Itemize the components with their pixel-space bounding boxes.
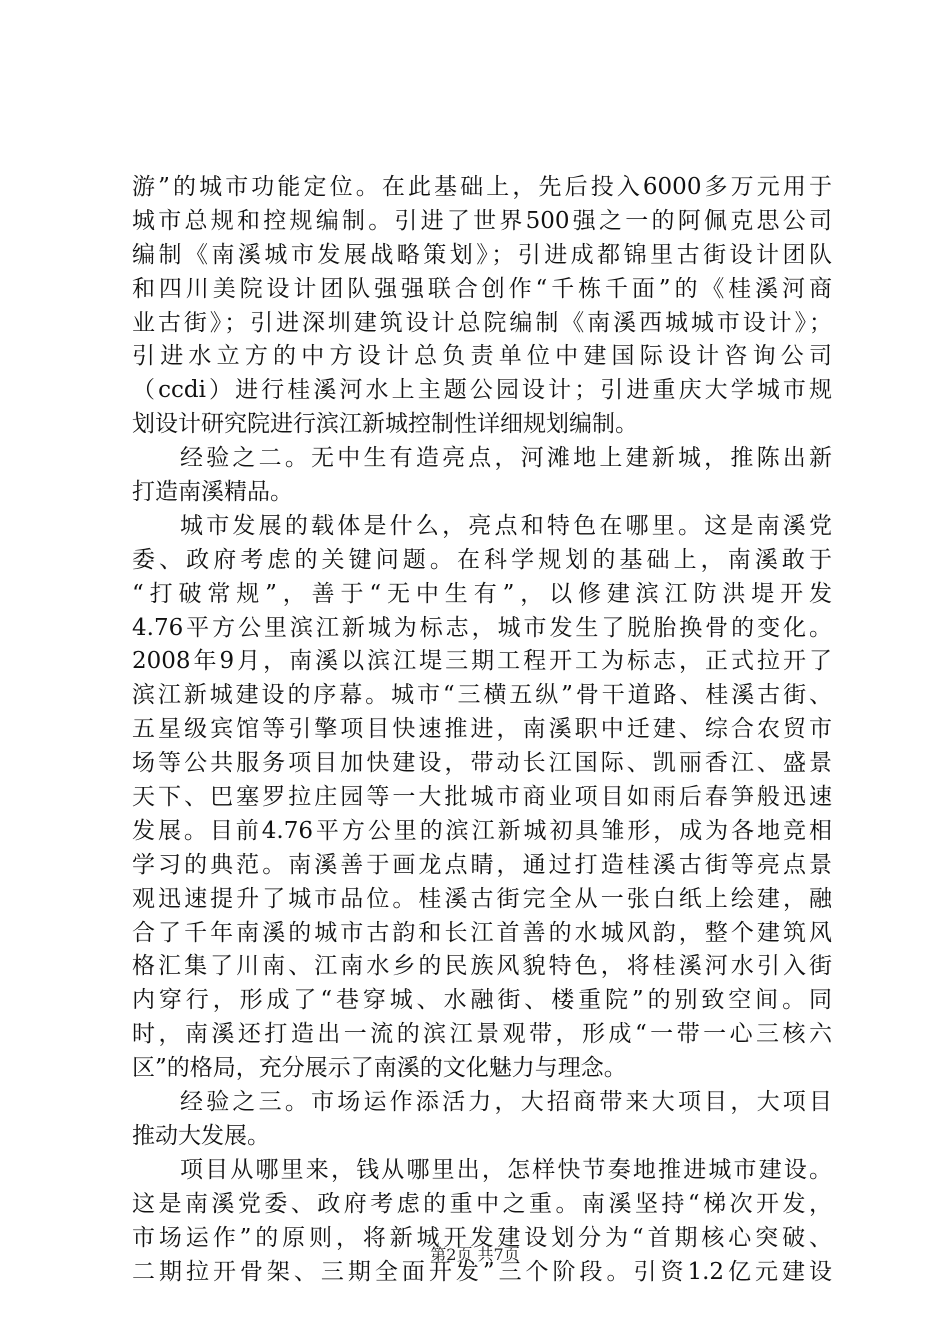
text-line: 场等公共服务项目加快建设，带动长江国际、凯丽香江、盛景 xyxy=(132,750,832,777)
text-line: 五星级宾馆等引擎项目快速推进，南溪职中迁建、综合农贸市 xyxy=(132,716,832,743)
text-line: 编制《南溪城市发展战略策划》；引进成都锦里古街设计团队 xyxy=(132,241,832,268)
text-line: 划设计研究院进行滨江新城控制性详细规划编制。 xyxy=(132,411,638,438)
text-line: 二期拉开骨架、三期全面开发”三个阶段。引资1.2亿元建设 xyxy=(132,1258,832,1285)
text-line: 发展。目前4.76平方公里的滨江新城初具雏形，成为各地竞相 xyxy=(132,817,832,844)
page-footer: 第2页 共7页 xyxy=(430,1245,520,1264)
text-line: 这是南溪党委、政府考虑的重中之重。南溪坚持“梯次开发， xyxy=(132,1190,832,1217)
text-line: 市场运作”的原则，将新城开发建设划分为“首期核心突破、 xyxy=(132,1224,832,1251)
text-line: 观迅速提升了城市品位。桂溪古街完全从一张白纸上绘建，融 xyxy=(132,885,832,912)
text-line: 游”的城市功能定位。在此基础上，先后投入6000多万元用于 xyxy=(132,174,832,200)
text-line: 委、政府考虑的关键问题。在科学规划的基础上，南溪敢于 xyxy=(132,546,832,573)
text-line: 内穿行，形成了“巷穿城、水融街、楼重院”的别致空间。同 xyxy=(132,987,832,1014)
text-line: （ccdi）进行桂溪河水上主题公园设计；引进重庆大学城市规 xyxy=(132,377,832,404)
body-text xyxy=(132,171,832,1289)
text-line: 经验之二。无中生有造亮点，河滩地上建新城，推陈出新 xyxy=(180,445,832,472)
text-line: 时，南溪还打造出一流的滨江景观带，形成“一带一心三核六 xyxy=(132,1021,832,1048)
text-line: 引进水立方的中方设计总负责单位中建国际设计咨询公司 xyxy=(132,343,832,370)
text-line: 打造南溪精品。 xyxy=(132,479,293,506)
text-line: 滨江新城建设的序幕。城市“三横五纵”骨干道路、桂溪古街、 xyxy=(132,682,832,709)
text-line: 4.76平方公里滨江新城为标志，城市发生了脱胎换骨的变化。 xyxy=(132,614,832,641)
text-line: 和四川美院设计团队强强联合创作“千栋千面”的《桂溪河商 xyxy=(132,275,832,302)
text-line: 经验之三。市场运作添活力，大招商带来大项目，大项目 xyxy=(180,1089,832,1116)
text-line: “打破常规”，善于“无中生有”，以修建滨江防洪堤开发 xyxy=(132,580,832,607)
text-line: 格汇集了川南、江南水乡的民族风貌特色，将桂溪河水引入街 xyxy=(132,953,832,980)
text-line: 推动大发展。 xyxy=(132,1122,270,1149)
text-line: 城市总规和控规编制。引进了世界500强之一的阿佩克思公司 xyxy=(132,207,832,234)
text-line: 学习的典范。南溪善于画龙点睛，通过打造桂溪古街等亮点景 xyxy=(132,851,832,878)
text-line: 业古街》；引进深圳建筑设计总院编制《南溪西城城市设计》； xyxy=(132,309,832,336)
text-line: 城市发展的载体是什么，亮点和特色在哪里。这是南溪党 xyxy=(180,512,832,539)
text-line: 2008年9月，南溪以滨江堤三期工程开工为标志，正式拉开了 xyxy=(132,648,832,675)
text-line: 合了千年南溪的城市古韵和长江首善的水城风韵，整个建筑风 xyxy=(132,919,832,946)
text-line: 天下、巴塞罗拉庄园等一大批城市商业项目如雨后春笋般迅速 xyxy=(132,784,832,811)
text-line: 项目从哪里来，钱从哪里出，怎样快节奏地推进城市建设。 xyxy=(180,1156,832,1183)
text-line: 区”的格局，充分展示了南溪的文化魅力与理念。 xyxy=(132,1055,627,1082)
